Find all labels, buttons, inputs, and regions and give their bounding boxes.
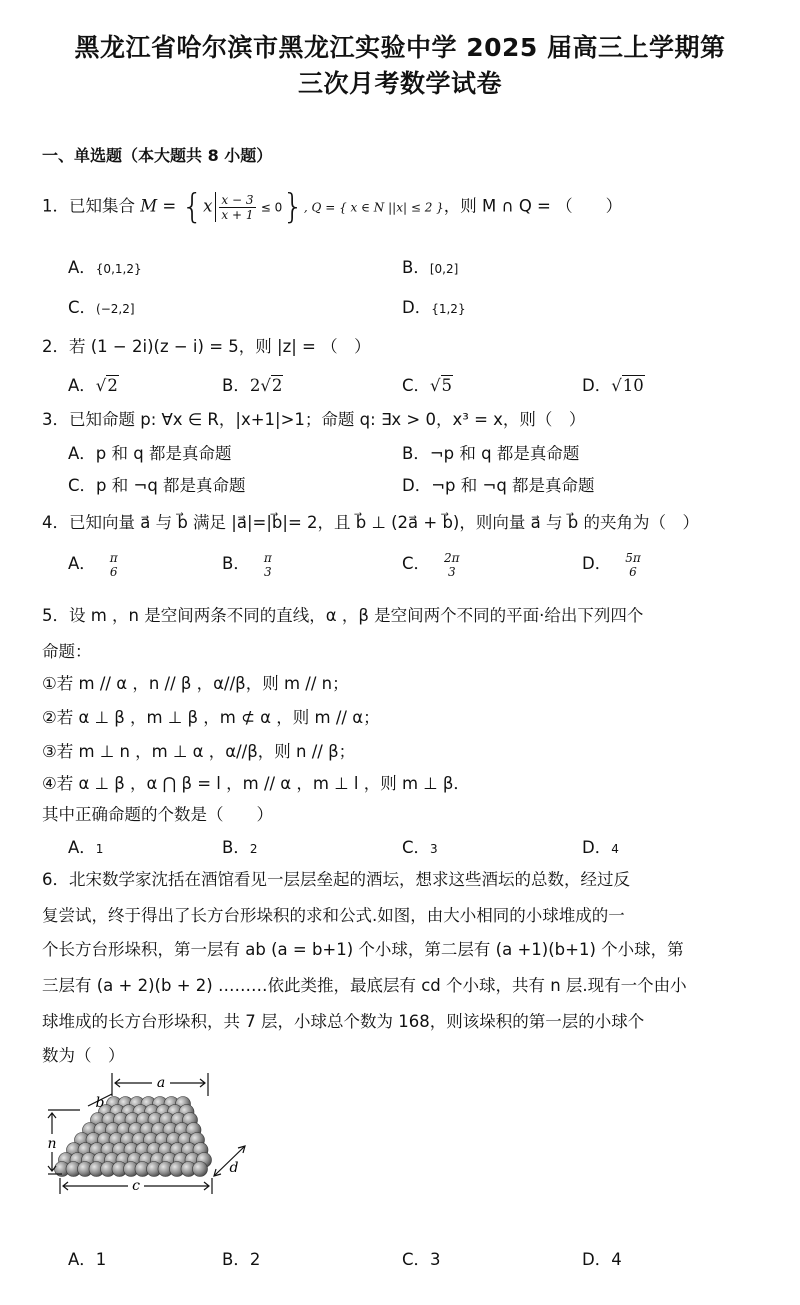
q1-prefix: 1．已知集合 [42, 196, 135, 216]
question-6-line3: 个长方台形垛积，第一层有 ab (a = b+1) 个小球，第二层有 (a +1)(b+1) 个小球，第 [42, 940, 684, 959]
label-a: a [156, 1075, 166, 1091]
question-6-line5: 球堆成的长方台形垛积，共 7 层，小球总个数为 168，则该垛积的第一层的小球个 [42, 1012, 645, 1031]
label-n: n [47, 1136, 57, 1152]
q5-option-d[interactable]: D．4 [582, 838, 619, 857]
q3-option-b[interactable]: B．¬p 和 q 都是真命题 [402, 444, 580, 463]
question-5-stem-line1: 5．设 m ，n 是空间两条不同的直线，α ，β 是空间两个不同的平面·给出下列四个 [42, 606, 644, 625]
q6-option-a[interactable]: A．1 [68, 1250, 107, 1269]
doc-title-line2: 三次月考数学试卷 [297, 69, 502, 98]
q6-option-c[interactable]: C．3 [402, 1250, 441, 1269]
q2-option-d[interactable]: D．√10 [582, 376, 644, 395]
q5-proposition-1: ①若 m // α ，n // β ，α//β，则 m // n； [42, 674, 349, 693]
q5-option-a[interactable]: A．1 [68, 838, 104, 857]
q5-option-b[interactable]: B．2 [222, 838, 258, 857]
q5-proposition-2: ②若 α ⊥ β ，m ⊥ β ，m ⊄ α ，则 m // α； [42, 708, 380, 727]
q6-option-d[interactable]: D．4 [582, 1250, 622, 1269]
q3-option-c[interactable]: C．p 和 ¬q 都是真命题 [68, 476, 246, 495]
q1-option-a[interactable]: A．{0,1,2} [68, 258, 142, 277]
q1-right-brace: } [282, 187, 304, 227]
q1-option-b[interactable]: B．[0,2] [402, 258, 459, 277]
q5-proposition-4: ④若 α ⊥ β ，α ⋂ β = l ，m // α ，m ⊥ l ，则 m ⊥ β． [42, 774, 470, 793]
q1-fraction: $\frac{x - 3}{x + 1}$ [221, 192, 254, 222]
q4-option-a[interactable]: A． π 6 [68, 550, 118, 579]
q3-option-a[interactable]: A．p 和 q 都是真命题 [68, 444, 232, 463]
q3-option-d[interactable]: D．¬p 和 ¬q 都是真命题 [402, 476, 595, 495]
ball-stack [55, 1097, 212, 1177]
q4-option-c[interactable]: C． 2π 3 [402, 550, 460, 579]
question-5-stem-line2: 命题： [42, 642, 92, 661]
q5-ask: 其中正确命题的个数是（ ） [42, 805, 273, 824]
q4-option-d[interactable]: D． 5π 6 [582, 550, 641, 579]
q2-option-a[interactable]: A．√2 [68, 376, 118, 395]
section-heading: 一、单选题（本大题共 8 小题） [42, 146, 273, 165]
question-4-stem: 4．已知向量 a⃗ 与 b⃗ 满足 |a⃗|=|b⃗|= 2，且 b⃗ ⊥ (2a⃗ + b⃗)，则向量 a⃗ 与 b⃗ 的夹角为（ ） [42, 513, 699, 532]
doc-title-line1: 黑龙江省哈尔滨市黑龙江实验中学 2025 届高三上学期第 [74, 33, 726, 62]
q1-option-c[interactable]: C．(−2,2] [68, 298, 135, 317]
question-1-stem [42, 187, 623, 227]
label-b: b [95, 1095, 105, 1111]
question-3-stem: 3．已知命题 p: ∀x ∈ R，|x+1|>1；命题 q: ∃x > 0，x³ = x，则（ ） [42, 410, 586, 429]
q1-set-m-lhs: M = [140, 196, 182, 216]
q1-set-bar [215, 192, 216, 222]
question-6-line1: 6．北宋数学家沈括在酒馆看见一层层垒起的酒坛，想求这些酒坛的总数，经过反 [42, 870, 630, 889]
question-6-line4: 三层有 (a + 2)(b + 2) ………依此类推，最底层有 cd 个小球，共有 n 层.现有一个由小 [42, 976, 687, 995]
q1-set-q: , Q = { x ∈ N ||x| ≤ 2 } [303, 200, 444, 215]
q5-proposition-3: ③若 m ⊥ n ，m ⊥ α ，α//β，则 n // β； [42, 742, 356, 761]
ball [193, 1162, 208, 1177]
q1-option-d[interactable]: D．{1,2} [402, 298, 466, 317]
question-6-line6: 数为（ ） [42, 1046, 125, 1065]
label-d: d [229, 1160, 239, 1176]
q6-option-b[interactable]: B．2 [222, 1250, 261, 1269]
q1-set-var: x [203, 196, 213, 216]
label-c: c [132, 1178, 140, 1194]
q2-option-b[interactable]: B．2√2 [222, 376, 283, 395]
q1-suffix: ，则 M ∩ Q = （ ） [443, 196, 623, 216]
question-6-line2: 复尝试，终于得出了长方台形垛积的求和公式.如图，由大小相同的小球堆成的一 [42, 906, 625, 925]
ball-stack-figure [40, 1068, 260, 1198]
q4-option-b[interactable]: B． π 3 [222, 550, 272, 579]
q1-set-cond: ≤ 0 [260, 200, 283, 215]
q2-option-c[interactable]: C．√5 [402, 376, 453, 395]
q5-option-c[interactable]: C．3 [402, 838, 438, 857]
question-2-stem: 2．若 (1 − 2i)(z − i) = 5，则 |z| = （ ） [42, 337, 371, 356]
q1-left-brace: { [181, 187, 204, 227]
